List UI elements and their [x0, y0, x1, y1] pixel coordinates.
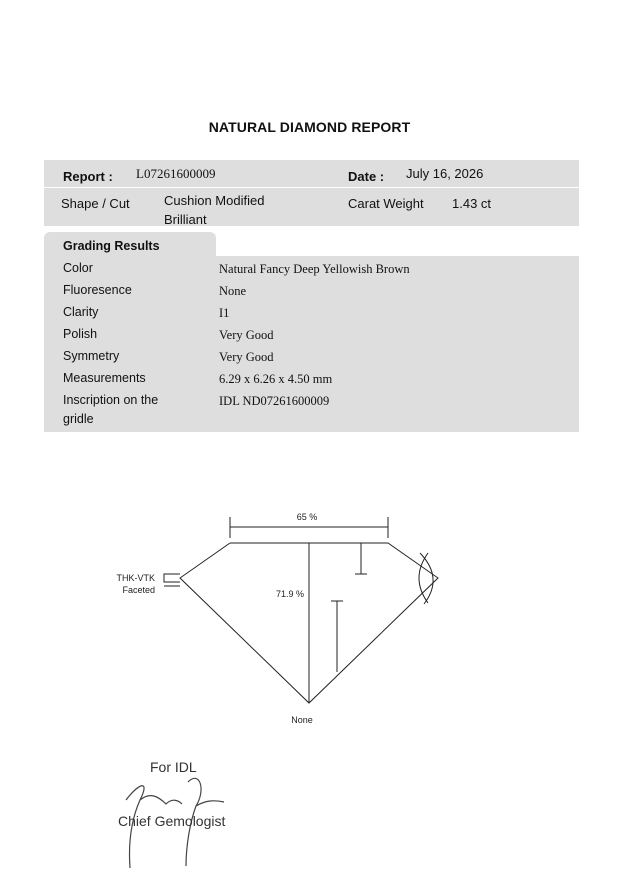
report-number-label: Report :: [63, 169, 113, 184]
grading-label-symmetry: Symmetry: [63, 349, 120, 363]
grading-value-fluorescence: None: [219, 284, 247, 298]
girdle-arc-left: [419, 553, 428, 603]
grading-label-fluorescence: Fluoresence: [63, 283, 132, 297]
grading-label-polish: Polish: [63, 327, 98, 341]
girdle-bracket: [164, 574, 180, 582]
diamond-outline: [180, 543, 438, 703]
girdle-finish-label: Faceted: [122, 585, 155, 595]
girdle-thickness-label: THK-VTK: [116, 573, 155, 583]
report-title: NATURAL DIAMOND REPORT: [208, 119, 411, 135]
date-label: Date :: [348, 169, 385, 184]
culet-label: None: [291, 715, 313, 725]
shape-cut-label: Shape / Cut: [61, 196, 130, 211]
grading-value-polish: Very Good: [219, 328, 274, 342]
grading-value-symmetry: Very Good: [219, 350, 274, 364]
grading-results-heading: Grading Results: [63, 239, 160, 253]
grading-value-color: Natural Fancy Deep Yellowish Brown: [219, 262, 410, 276]
grading-label-clarity: Clarity: [63, 305, 99, 319]
grading-results-tab: [44, 232, 216, 257]
girdle-arc-right: [420, 553, 433, 604]
grading-label-inscription: Inscription on the gridle: [63, 393, 159, 426]
grading-value-measurements: 6.29 x 6.26 x 4.50 mm: [219, 372, 333, 386]
grading-results-table: [44, 256, 579, 432]
report-header-panel: [44, 160, 579, 226]
depth-percentage: 71.9 %: [275, 589, 305, 599]
grading-label-color: Color: [63, 261, 93, 275]
grading-value-inscription: IDL ND07261600009: [219, 394, 330, 408]
carat-weight-value: 1.43 ct: [452, 196, 492, 211]
date-value: July 16, 2026: [406, 166, 484, 181]
grading-label-measurements: Measurements: [63, 371, 146, 385]
shape-cut-value: Cushion Modified Brilliant: [164, 193, 265, 227]
signature-scribble-right: [186, 778, 224, 866]
signature-for-line: For IDL: [150, 759, 197, 775]
table-percentage: 65 %: [296, 512, 318, 522]
signature-scribble-left: [126, 786, 182, 868]
header-divider: [44, 187, 579, 188]
grading-value-clarity: I1: [219, 306, 230, 320]
report-number-value: L07261600009: [136, 166, 216, 181]
signature-title: Chief Gemologist: [118, 813, 226, 829]
carat-weight-label: Carat Weight: [348, 196, 424, 211]
